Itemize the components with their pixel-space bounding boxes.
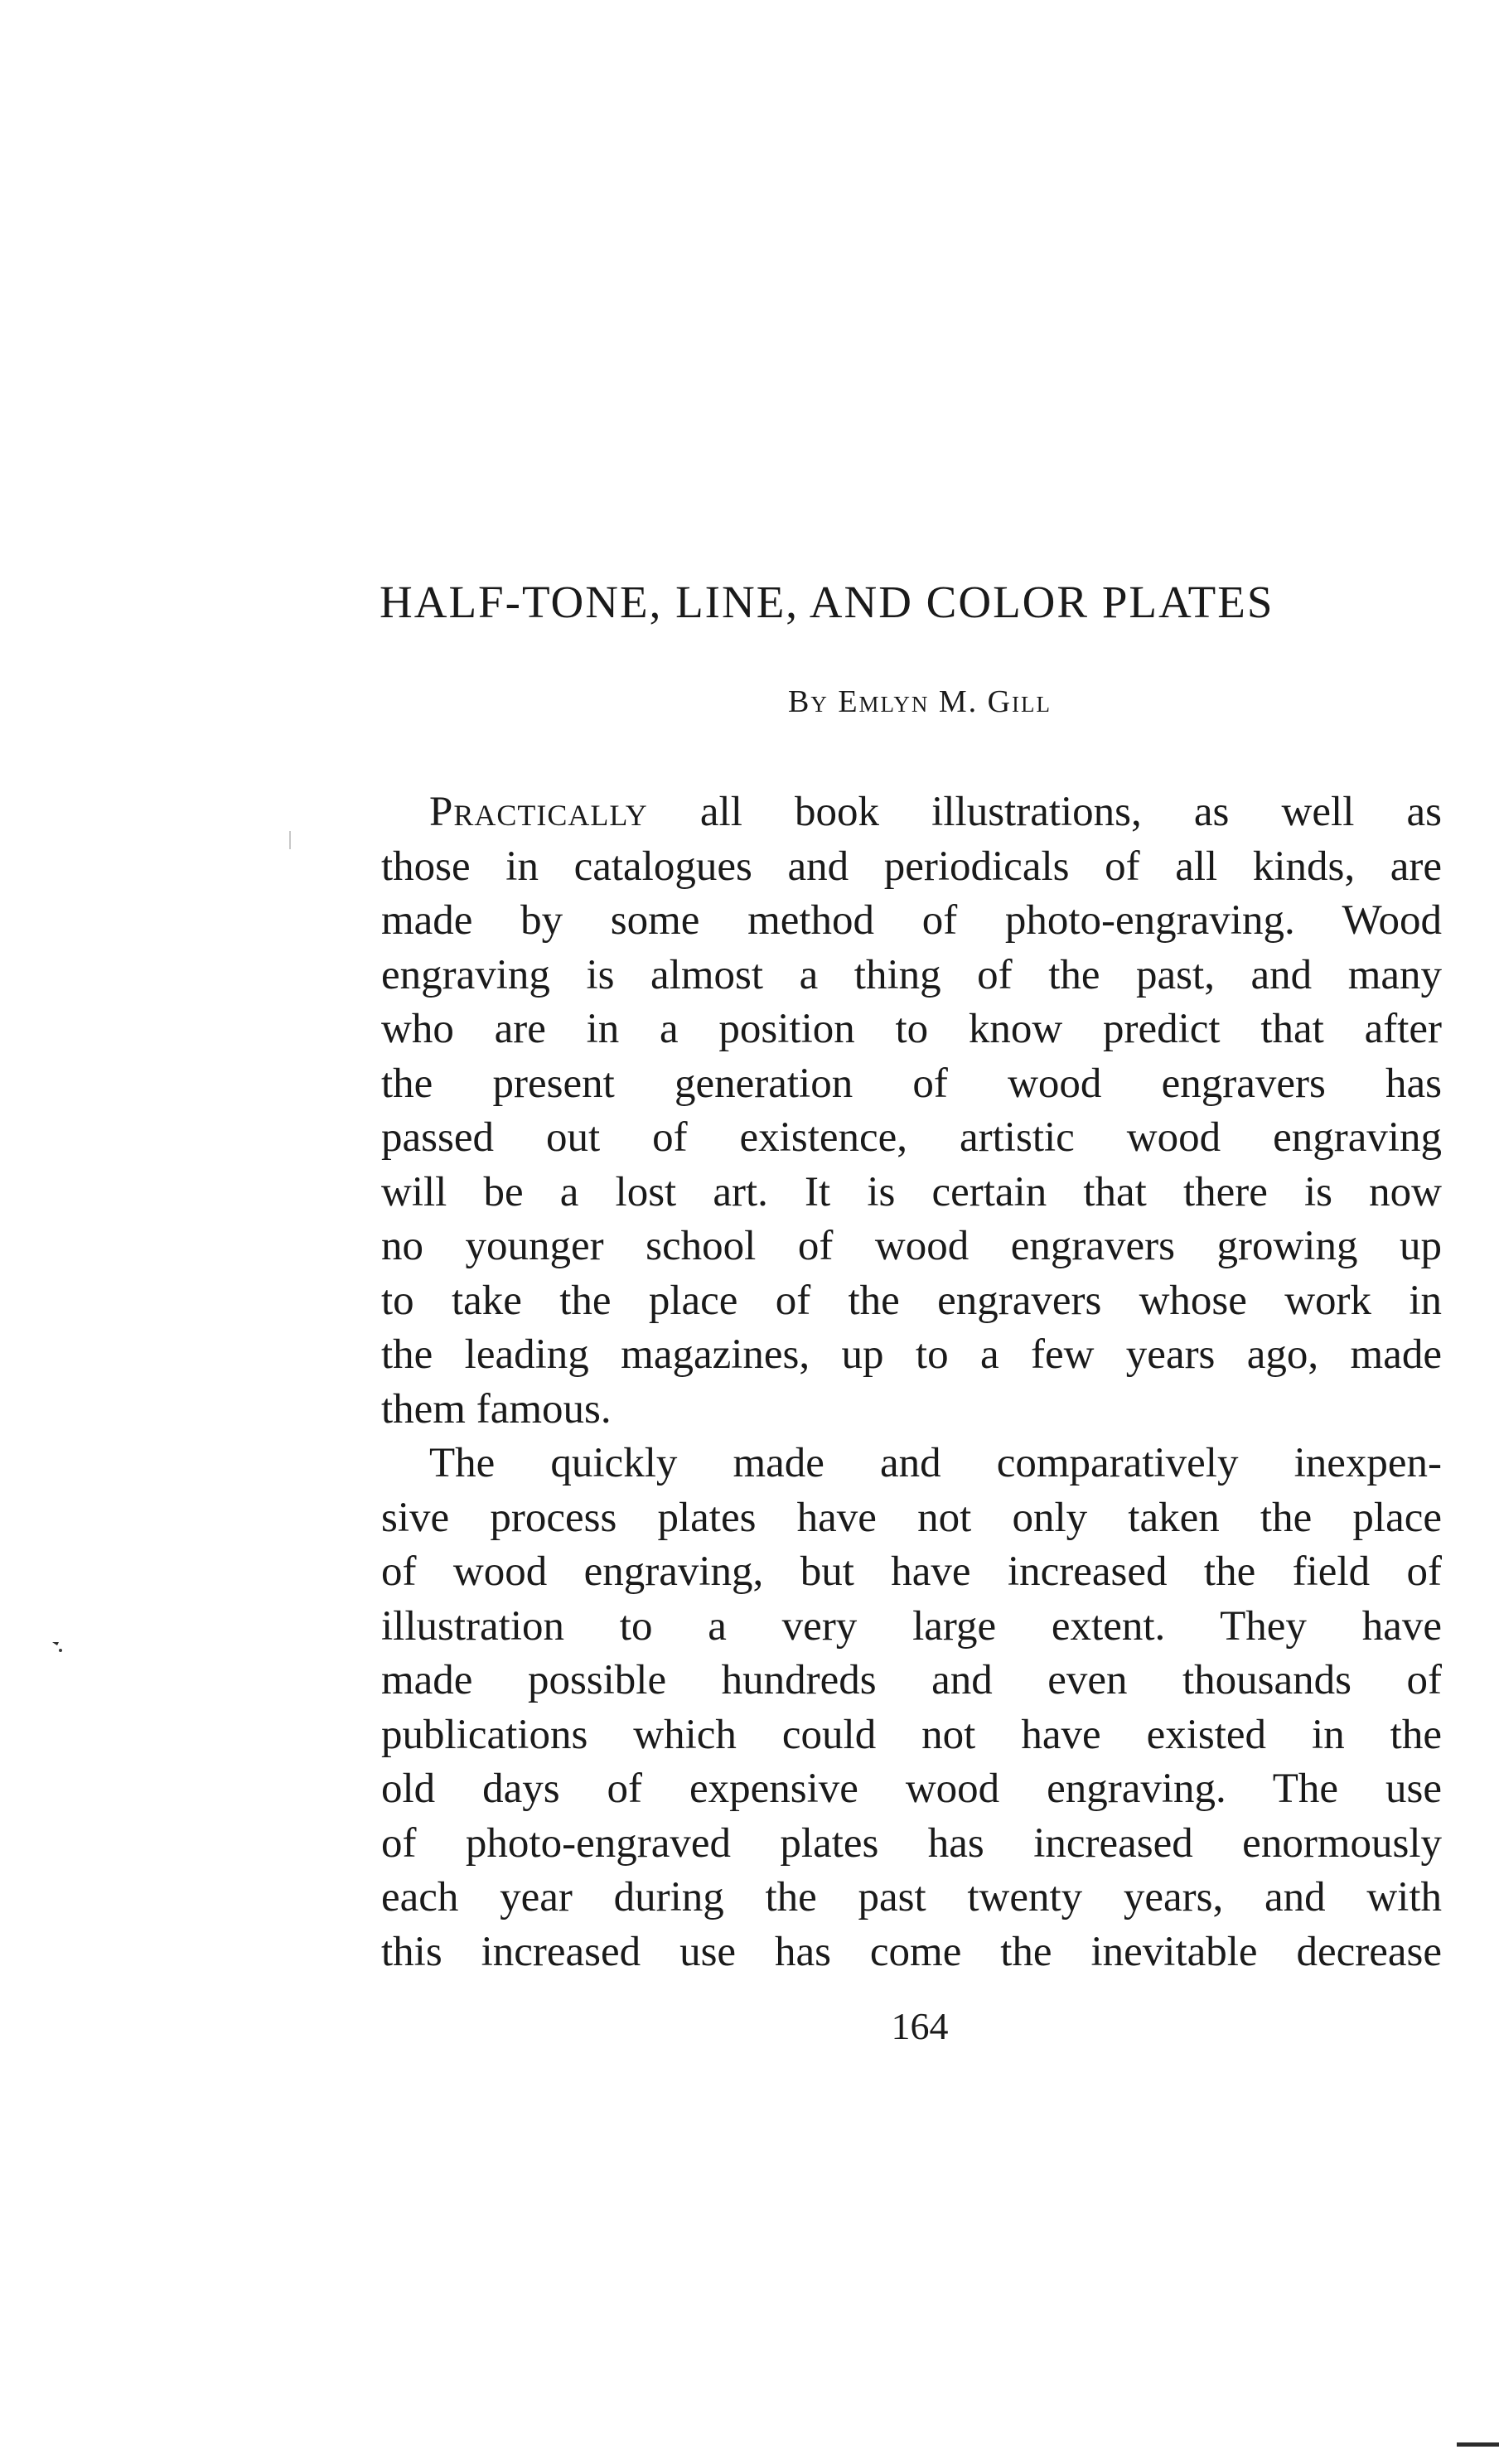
author-byline: By Emlyn M. Gill xyxy=(787,684,1052,719)
text-line: will be a lost art. It is certain that there is now xyxy=(381,1168,1442,1215)
text-line: them famous. xyxy=(381,1385,612,1433)
text-line: this increased use has come the inevitable decrease xyxy=(381,1928,1442,1975)
text-line: The quickly made and comparatively inexpen- xyxy=(429,1440,1442,1486)
text-line: of photo-engraved plates has increased enormously xyxy=(381,1819,1442,1867)
ink-speck-icon xyxy=(51,1640,63,1654)
text-line: who are in a position to know predict that after xyxy=(381,1006,1442,1052)
text-line: no younger school of wood engravers growing up xyxy=(381,1223,1442,1269)
page-number: 164 xyxy=(891,2005,949,2047)
text-line: of wood engraving, but have increased the field of xyxy=(381,1548,1442,1595)
text-line: passed out of existence, artistic wood engraving xyxy=(381,1114,1442,1161)
text-line: old days of expensive wood engraving. The use xyxy=(381,1766,1442,1812)
corner-rule-mark xyxy=(1457,2442,1499,2447)
text-line: engraving is almost a thing of the past, and many xyxy=(381,951,1442,998)
paragraph-1 xyxy=(381,785,1442,1437)
chapter-title: HALF-TONE, LINE, AND COLOR PLATES xyxy=(380,577,1274,627)
text-line: Practically all book illustrations, as well as xyxy=(429,789,1442,835)
text-line: illustration to a very large extent. They have xyxy=(381,1602,1442,1650)
text-line: those in catalogues and periodicals of all kinds, are xyxy=(381,843,1442,890)
text-line: made by some method of photo-engraving. Wood xyxy=(381,897,1442,944)
body-text xyxy=(381,785,1442,1979)
text-line: the present generation of wood engravers has xyxy=(381,1060,1442,1107)
text-line: each year during the past twenty years, and with xyxy=(381,1874,1442,1920)
paragraph-2 xyxy=(381,1437,1442,1979)
text-line: to take the place of the engravers whose work in xyxy=(381,1277,1442,1324)
text-line: made possible hundreds and even thousands of xyxy=(381,1657,1442,1703)
text-line: sive process plates have not only taken the place xyxy=(381,1494,1442,1541)
margin-tick-mark xyxy=(289,831,291,849)
text-line: the leading magazines, up to a few years ago, made xyxy=(381,1331,1442,1378)
text-line: publications which could not have existed in the xyxy=(381,1711,1442,1758)
lead-word: Practically xyxy=(429,789,648,835)
